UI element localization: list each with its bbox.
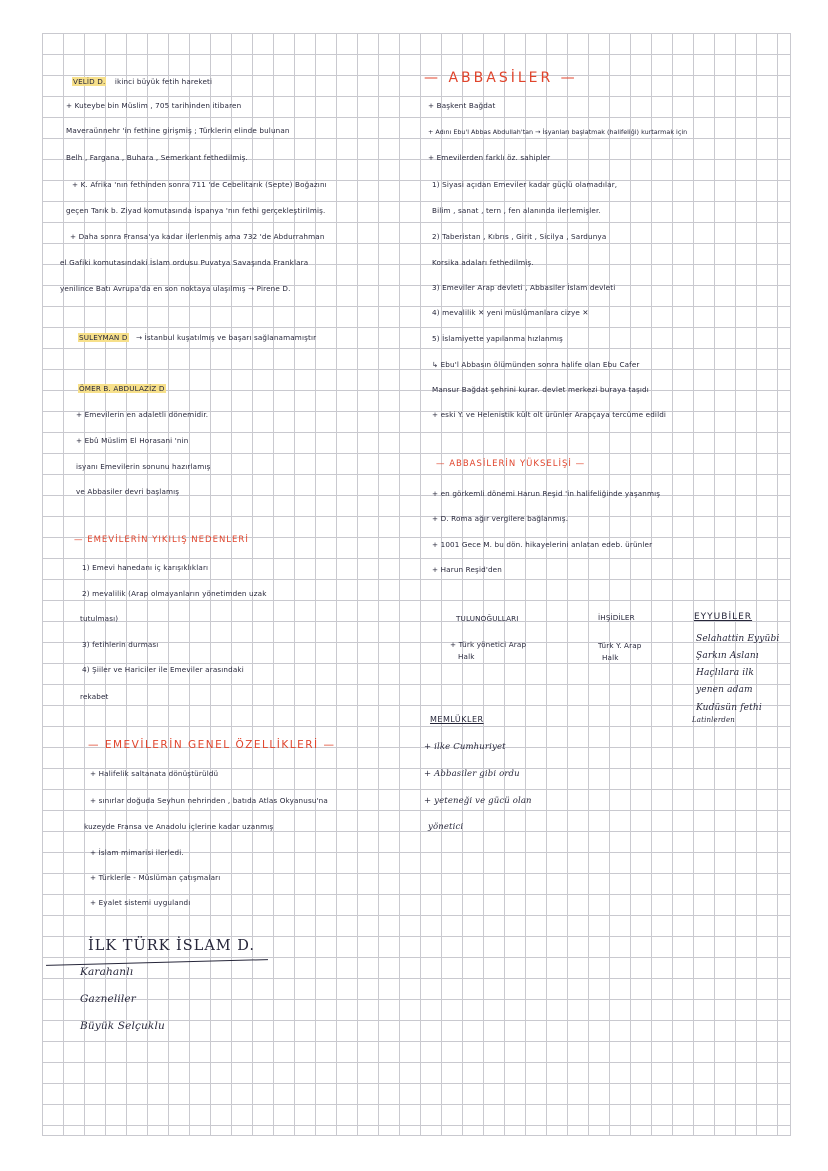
yikilis-2: 2) mevalilik (Arap olmayanların yönetimden uzak [82, 589, 267, 598]
ihsid-text-2: Halk [602, 653, 619, 662]
memluk-1: + ilke Cumhuriyet [424, 742, 506, 752]
abbasiler-title: — ABBASİLER — [424, 70, 578, 86]
memluk-2: + Abbasiler gibi ordu [424, 769, 520, 779]
abbasi-12: Mansur Bağdat şehrini kurar. devlet merkezi buraya taşıdı [432, 385, 649, 394]
yikilis-3: 3) fetihlerin durması [82, 640, 159, 649]
tolun-text-2: Halk [458, 652, 475, 661]
ihsid-text-1: Türk Y. Arap [598, 641, 642, 650]
yikilis-4: 4) Şiiler ve Hariciler ile Emeviler arasındaki [82, 665, 244, 674]
eyyubi-title: EYYUBİLER [694, 612, 753, 622]
ilk-turk-title: İLK TÜRK İSLAM D. [88, 938, 255, 954]
velid-subtitle: ikinci büyük fetih hareketi [114, 77, 213, 86]
suleyman-title: SULEYMAN D [79, 333, 128, 342]
yikilis-4b: rekabet [80, 692, 109, 701]
eyyubi-5: Kudüsün fethi [696, 703, 762, 713]
velid-line-4: + K. Afrika 'nın fethinden sonra 711 'de Cebelitarık (Septe) Boğazını [72, 180, 327, 189]
ilk-turk-1: Karahanlı [80, 966, 134, 978]
genel-3: + İslam mimarisi ilerledi. [90, 848, 184, 857]
velid-line-8: yenilince Batı Avrupa'da en son noktaya ulaşılmış → Pirene D. [60, 284, 291, 293]
eyyubi-1: Selahattin Eyyübi [696, 634, 780, 644]
ilk-turk-2: Gazneliler [80, 993, 136, 1005]
genel-1: + Halifelik saltanata dönüştürüldü [90, 769, 219, 778]
abbasi-1: + Başkent Bağdat [428, 101, 496, 110]
abbasi-11: ↳ Ebu'l Abbasın ölümünden sonra halife olan Ebu Cafer [432, 360, 640, 369]
omer-title: ÖMER B. ABDULAZİZ D [79, 384, 165, 393]
eyyubi-3: Haçlılara ilk [696, 668, 754, 678]
abbasi-2: + Adını Ebu'l Abbas Abdullah'tan → İsyanları başlatmak (halifeliği) kurtarmak için [428, 128, 688, 136]
velid-title: VELİD D. [73, 77, 106, 86]
yikilis-2b: tutulması) [80, 614, 119, 623]
tolun-title: TULUNOĞULLARI [456, 614, 519, 623]
omer-line-4: ve Abbasiler devri başlamış [76, 487, 180, 496]
omer-line-1: + Emevilerin en adaletli dönemidir. [76, 410, 209, 419]
memluk-4: yönetici [428, 822, 464, 832]
grid-paper [42, 33, 791, 1136]
yikilis-title: — EMEVİLERİN YIKILIŞ NEDENLERİ [74, 535, 249, 545]
genel-4: + Türklerle - Müslüman çatışmaları [90, 873, 221, 882]
suleyman-text: → İstanbul kuşatılmış ve başarı sağlanamamıştır [136, 333, 317, 342]
genel-title: — EMEVİLERİN GENEL ÖZELLİKLERİ — [88, 739, 336, 751]
yukselis-1: + en görkemli dönemi Harun Reşid 'in halifeliğinde yaşanmış [432, 489, 661, 498]
abbasi-7: Korsika adaları fethedilmiş. [432, 258, 534, 267]
omer-line-3: isyanı Emevilerin sonunu hazırlamış [76, 462, 211, 471]
omer-line-2: + Ebû Müslim El Horasani 'nin [76, 436, 189, 445]
yikilis-1: 1) Emevi hanedanı iç karışıklıkları [82, 563, 209, 572]
abbasi-4: 1) Siyasi açıdan Emeviler kadar güçlü olamadılar, [432, 180, 618, 189]
omer-title-wrap [78, 384, 166, 393]
eyyubi-4: yenen adam [696, 685, 753, 695]
yukselis-4: + Harun Reşid'den [432, 565, 502, 574]
velid-line-1: + Kuteybe bin Müslim , 705 tarihinden itibaren [66, 101, 242, 110]
velid-line [72, 77, 212, 86]
ihsid-title: İHŞİDİLER [598, 613, 635, 622]
velid-line-6: + Daha sonra Fransa'ya kadar ilerlenmiş ama 732 'de Abdurrahman [70, 232, 325, 241]
eyyubi-6: Latinlerden [692, 716, 735, 724]
abbasi-6: 2) Taberistan , Kıbrıs , Girit , Sicilya , Sardunya [432, 232, 607, 241]
abbasi-10: 5) İslamiyette yapılanma hızlanmış [432, 334, 563, 343]
genel-2b: kuzeyde Fransa ve Anadolu içlerine kadar uzanmış [84, 822, 274, 831]
velid-line-2: Maveraünnehr 'in fethine girişmiş ; Türklerin elinde bulunan [66, 126, 290, 135]
genel-2: + sınırlar doğuda Seyhun nehrinden , batıda Atlas Okyanusu'na [90, 796, 328, 805]
tolun-text-1: + Türk yönetici Arap [450, 640, 527, 649]
ilk-turk-3: Büyük Selçuklu [80, 1020, 165, 1032]
velid-line-5: geçen Tarık b. Ziyad komutasında İspanya 'nın fethi gerçekleştirilmiş. [66, 206, 326, 215]
suleyman-line [78, 333, 316, 342]
abbasi-3: + Emevilerden farklı öz. sahipler [428, 153, 551, 162]
velid-line-3: Belh , Fargana , Buhara , Semerkant fethedilmiş. [66, 153, 248, 162]
abbasi-13: + eski Y. ve Helenistik kült olt ürünler Arapçaya tercüme edildi [432, 410, 667, 419]
yukselis-3: + 1001 Gece M. bu dön. hikayelerini anlatan edeb. ürünler [432, 540, 653, 549]
velid-line-7: el Gafiki komutasındaki İslam ordusu Puvatya Savaşında Franklara [60, 258, 309, 267]
yukselis-title: — ABBASİLERİN YÜKSELİŞİ — [436, 459, 586, 469]
abbasi-8: 3) Emeviler Arap devleti , Abbasiler İslam devleti [432, 283, 616, 292]
abbasi-5: Bilim , sanat , tern , fen alanında ilerlemişler. [432, 206, 601, 215]
memluk-title: MEMLÜKLER [430, 715, 484, 724]
memluk-3: + yeteneği ve gücü olan [424, 796, 532, 806]
genel-5: + Eyalet sistemi uygulandı [90, 898, 191, 907]
yukselis-2: + D. Roma ağır vergilere bağlanmış. [432, 514, 569, 523]
eyyubi-2: Şarkın Aslanı [696, 651, 759, 661]
abbasi-9: 4) mevalilik ✕ yeni müslümanlara cizye ✕ [432, 308, 589, 317]
